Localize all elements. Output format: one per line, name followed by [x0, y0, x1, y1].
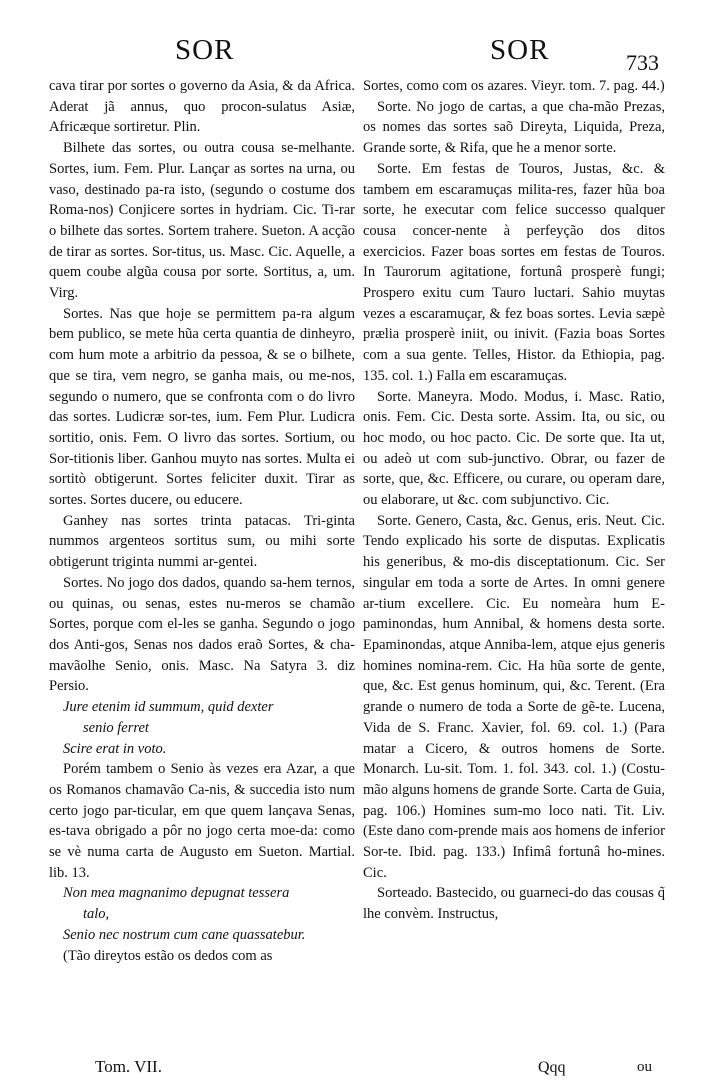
- entry-paragraph: Sortes. Nas que hoje se permittem pa-ra algum bem publico, se mete hũa certa quantia de dinheyro, com hum mote a arbitrio da pessoa, & se o bilhete, que se tira, vem negro, se ganha mais, ou me-nos, segundo o numero, que se confronta com o do livro das sortes. Ludicræ sor-tes, ium. Fem Plur. Ludicra sortitio, onis. Fem. O livro das sortes. Sortium, ou Sor-titionis liber. Ganhou muyto nas sortes. Multa ei sortitò obtigerunt. Sortes feliciter duxit. Tirar as sortes. Sortes ducere, ou educere.: [49, 305, 355, 509]
- page-number: 733: [626, 50, 659, 75]
- volume-label: Tom. VII.: [95, 1057, 162, 1076]
- entry-paragraph: Ganhey nas sortes trinta patacas. Tri-ginta nummos argenteos sortitus sum, ou mihi sorte obtigerunt triginta nummi ar-gentei.: [49, 512, 355, 571]
- verse-line: Jure etenim id summum, quid dexter: [63, 699, 274, 716]
- verse-line: senio ferret: [83, 719, 149, 736]
- entry-paragraph: Sorte. No jogo de cartas, a que cha-mão Prezas, os nomes das sortes saõ Direyta, Liquida, Preza, Grande sorte, & Rifa, que he a menor sorte.: [363, 98, 665, 157]
- entry-paragraph: Sorte. Genero, Casta, &c. Genus, eris. Neut. Cic. Tendo explicado his sorte de disputas. Explicatis his generibus, & mo-dis disceptationum. Cic. Ser singular em toda a sorte de Artes. In omni genere ar-tium excellere. Cic. Eu nomeàra hum E-paminondas, hum Annibal, & homens desta sorte. Epaminondas, atque Anniba-lem, atque ejus generis homines nomina-rem. Cic. Ha hũa sorte de gente, que, &c. Est genus hominum, qui, &c. Terent. (Era grande o numero de toda a Sorte de gẽ-te. Lucena, Vida de S. Franc. Xavier, fol. 69. col. 1.) (Para matar a Cicero, & outros homens de Sorte. Monarch. Lu-sit. Tom. 1. fol. 343. col. 1.) (Costu-mão alguns homens de grande Sorte. Carta de Guia, pag. 106.) Homines sum-mo loco nati. Tit. Liv. (Este dano com-prende mais aos homens de inferior Sor-te. Ibid. pag. 133.) Infimâ fortunâ ho-mines. Cic.: [363, 512, 665, 881]
- left-headword: SOR: [175, 34, 235, 66]
- entry-paragraph: Sorte. Maneyra. Modo. Modus, i. Masc. Ratio, onis. Fem. Cic. Desta sorte. Assim. Ita, ou sic, ou hoc modo, ou hoc pacto. Cic. De sorte que. Ita ut, ou adeò ut com sub-junctivo. Obrar, ou fazer de sorte, que, &c. Efficere, ou curare, ou operam dare, ou elaborare, ut &c. com subjunctivo. Cic.: [363, 388, 665, 509]
- verse-line: Non mea magnanimo depugnat tessera: [63, 885, 290, 902]
- entry-paragraph: Bilhete das sortes, ou outra cousa se-melhante. Sortes, ium. Fem. Plur. Lançar as sortes na urna, ou vaso, destinado pa-ra isto, (segundo o costume dos Roma-nos) Conjicere sortes in hydriam. Cic. Ti-rar o bilhete das sortes. Sortem trahere. Sueton. A acção de tirar as sortes. Sor-titus, us. Masc. Cic. Aquelle, a quem coube algũa cousa por sorte. Sortitus, a, um. Virg.: [49, 140, 355, 302]
- verse-line: Scire erat in voto.: [63, 740, 167, 757]
- entry-paragraph: Porém tambem o Senio às vezes era Azar, a que os Romanos chamavão Ca-nis, & succedia isto num certo jogo par-ticular, em que quem lançava Senas, es-tava obrigado a pôr no jogo certa moe-da: como se vè numa carta de Augusto em Sueton. Martial. lib. 13.: [49, 761, 355, 881]
- entry-paragraph: (Tão direytos estão os dedos com as: [63, 947, 273, 964]
- right-headword: SOR: [490, 34, 550, 66]
- left-column: [49, 76, 355, 966]
- entry-paragraph: Sortes. No jogo dos dados, quando sa-hem ternos, ou quinas, ou senas, estes nu-meros se chamão Sortes, porque com el-les se ganha. Segundo o jogo dos Anti-gos, Senas nos dados eraõ Sortes, & cha-mavãolhe Senio, onis. Masc. Na Satyra 3. diz Persio.: [49, 574, 355, 695]
- running-header: [0, 34, 709, 78]
- verse-line: talo,: [83, 906, 110, 923]
- catchword: ou: [637, 1059, 652, 1075]
- entry-paragraph: Sorte. Em festas de Touros, Justas, &c. & tambem em escaramuças milita-res, fazer hũa boa sorte, he executar com felice successo qualquer cousa concer-nente à perfeyção dos ditos exercicios. Fazer boas sortes em festas de Touros. In Taurorum agitatione, fortunâ prosperè fungi; Prospero exitu cum Tauro luctari. Sahio muytas vezes a escaramuçar, & fez boas sortes. Levia sæpè prælia prosperè iniit, ou inivit. (Fazia boas Sortes com a sua gente. Telles, Histor. da Ethiopia, pag. 135. col. 1.) Falla em escaramuças.: [363, 160, 665, 384]
- page-footer: [0, 1055, 709, 1079]
- entry-paragraph: Sortes, como com os azares. Vieyr. tom. 7. pag. 44.): [363, 78, 665, 94]
- right-column: [363, 76, 665, 925]
- signature-mark: Qqq: [538, 1059, 566, 1076]
- entry-paragraph: cava tirar por sortes o governo da Asia, & da Africa. Aderat jã annus, quo procon-sulatus Asiæ, Africæque sortiretur. Plin.: [49, 78, 355, 136]
- verse-line: Senio nec nostrum cum cane quassatebur.: [63, 926, 306, 943]
- entry-paragraph: Sorteado. Bastecido, ou guarneci-do das cousas q̃ lhe convèm. Instructus,: [363, 885, 665, 923]
